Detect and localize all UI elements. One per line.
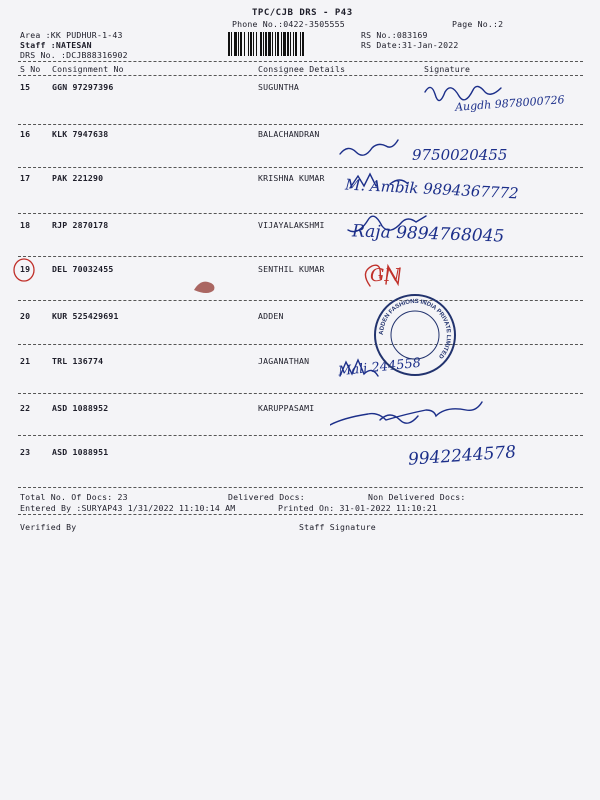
barcode-bar bbox=[304, 32, 305, 56]
row-sno: 23 bbox=[20, 447, 31, 457]
signature-row-17: M. Ambik 9894367772 bbox=[344, 175, 520, 203]
signature-row-15: Augdh 9878000726 bbox=[454, 93, 566, 114]
ink-stain bbox=[190, 276, 220, 296]
col-header-consignee: Consignee Details bbox=[258, 64, 346, 74]
entered-by: Entered By :SURYAP43 1/31/2022 11:10:14 AM bbox=[20, 503, 236, 513]
row-consignee: ADDEN bbox=[258, 311, 284, 321]
staff-signature-label: Staff Signature bbox=[299, 522, 376, 532]
row-consignee: VIJAYALAKSHMI bbox=[258, 220, 325, 230]
document-title: TPC/CJB DRS - P43 bbox=[252, 8, 353, 18]
signature-row-23: 9942244578 bbox=[407, 442, 517, 470]
stamp-text: ADDEN FASHIONS INDIA PRIVATE LIMITED bbox=[378, 298, 452, 360]
row-consignee: SENTHIL KUMAR bbox=[258, 264, 325, 274]
rs-date: RS Date:31-Jan-2022 bbox=[361, 40, 459, 50]
total-docs: Total No. Of Docs: 23 bbox=[20, 492, 128, 502]
row-sno: 15 bbox=[20, 82, 31, 92]
row-consignment: GGN 97297396 bbox=[52, 82, 114, 92]
signature-row-18: Raja 9894768045 bbox=[351, 221, 505, 247]
row-consignee: BALACHANDRAN bbox=[258, 129, 320, 139]
row-sno: 17 bbox=[20, 173, 31, 183]
signature-row-16: 9750020455 bbox=[412, 146, 508, 164]
row-consignee: SUGUNTHA bbox=[258, 82, 300, 92]
divider bbox=[18, 61, 583, 62]
signature-row-19: GN bbox=[370, 265, 401, 286]
row-sno: 21 bbox=[20, 356, 31, 366]
verified-by: Verified By bbox=[20, 522, 77, 532]
row-sno: 18 bbox=[20, 220, 31, 230]
row-consignment: PAK 221290 bbox=[52, 173, 104, 183]
signature-row-21: Mali 244558 bbox=[337, 355, 422, 380]
handwritten-signatures bbox=[330, 80, 600, 500]
svg-text:ADDEN FASHIONS INDIA PRIVATE L bbox=[379, 299, 451, 360]
row-sno: 22 bbox=[20, 403, 31, 413]
row-sno: 20 bbox=[20, 311, 31, 321]
row-consignment: TRL 136774 bbox=[52, 356, 104, 366]
row-sno: 19 bbox=[20, 264, 31, 274]
row-consignment: DEL 70032455 bbox=[52, 264, 114, 274]
divider bbox=[18, 75, 583, 76]
row-consignment: ASD 1088951 bbox=[52, 447, 109, 457]
company-stamp bbox=[372, 292, 458, 378]
row-sno: 16 bbox=[20, 129, 31, 139]
col-header-sno: S No bbox=[20, 64, 41, 74]
area-label: Area :KK PUDHUR-1-43 bbox=[20, 30, 123, 40]
delivered-docs: Delivered Docs: bbox=[228, 492, 305, 502]
row-consignee: KRISHNA KUMAR bbox=[258, 173, 325, 183]
page-number: Page No.:2 bbox=[452, 19, 504, 29]
row-consignment: KLK 7947638 bbox=[52, 129, 109, 139]
drs-number: DRS No. :DCJB88316902 bbox=[20, 50, 128, 60]
rs-number: RS No.:083169 bbox=[361, 30, 428, 40]
row-consignment: RJP 2870178 bbox=[52, 220, 109, 230]
phone-number: Phone No.:0422-3505555 bbox=[232, 19, 345, 29]
row-consignment: KUR 525429691 bbox=[52, 311, 119, 321]
printed-on: Printed On: 31-01-2022 11:10:21 bbox=[278, 503, 438, 513]
row-consignee: JAGANATHAN bbox=[258, 356, 310, 366]
col-header-consignment: Consignment No bbox=[52, 64, 124, 74]
barcode bbox=[228, 32, 356, 56]
staff-label: Staff :NATESAN bbox=[20, 40, 92, 50]
non-delivered-docs: Non Delivered Docs: bbox=[368, 492, 466, 502]
divider bbox=[18, 514, 583, 515]
col-header-signature: Signature bbox=[424, 64, 471, 74]
row-consignment: ASD 1088952 bbox=[52, 403, 109, 413]
row-consignee: KARUPPASAMI bbox=[258, 403, 315, 413]
red-circle-mark bbox=[12, 258, 38, 284]
